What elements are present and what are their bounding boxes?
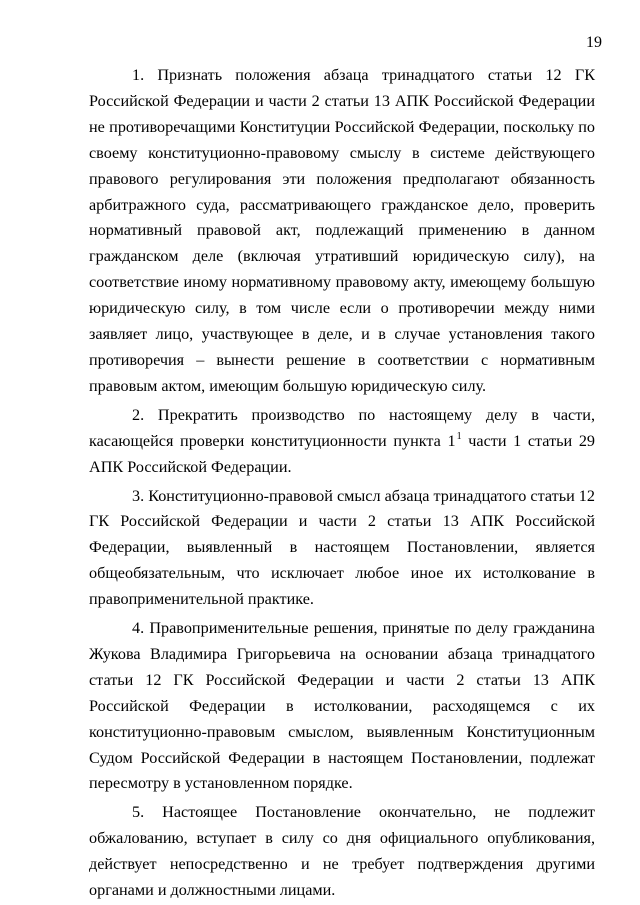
paragraph-2-text-after: части 1 статьи 29 АПК Российской Федерации. [89, 431, 596, 476]
paragraph-5: 5. Настоящее Постановление окончательно, не подлежит обжалованию, вступает в силу со дня официального опубликования, действует непосредственно и не требует подтверждения другими органами и должностными лицами. [89, 803, 595, 900]
document-body [89, 63, 595, 904]
paragraph-2-text-before: 2. Прекратить производство по настоящему делу в части, касающейся проверки конституционности пункта 1 [89, 405, 595, 450]
paragraph-3: 3. Конституционно-правовой смысл абзаца тринадцатого статьи 12 ГК Российской Федерации и части 2 статьи 13 АПК Российской Федерации, выявленный в настоящем Постановлении, является общеобязательным, что исключает любое иное их истолкование в правоприменительной практике. [89, 486, 595, 609]
paragraph-4: 4. Правоприменительные решения, принятые по делу гражданина Жукова Владимира Григорьевича на основании абзаца тринадцатого статьи 12 ГК Российской Федерации и части 2 статьи 13 АПК Российской Федерации в истолковании, расходящемся с их конституционно-правовым смыслом, выявленным Конституционным Судом Российской Федерации в настоящем Постановлении, подлежат пересмотру в установленном порядке. [89, 619, 595, 793]
paragraph-2 [89, 403, 595, 481]
page-number: 19 [586, 34, 602, 51]
paragraph-1: 1. Признать положения абзаца тринадцатого статьи 12 ГК Российской Федерации и части 2 статьи 13 АПК Российской Федерации не противоречащими Конституции Российской Федерации, поскольку по своему конституционно-правовому смыслу в системе действующего правового регулирования эти положения предполагают обязанность арбитражного суда, рассматривающего гражданское дело, проверить нормативный правовой акт, подлежащий применению в данном гражданском деле (включая утративший юридическую силу), на соответствие иному нормативному правовому акту, имеющему большую юридическую силу, в том числе если о противоречии между ними заявляет лицо, участвующее в деле, и в случае установления такого противоречия – вынести решение в соответствии с нормативным правовым актом, имеющим большую юридическую силу. [89, 66, 595, 395]
paragraph-2-superscript: 1 [456, 430, 462, 442]
